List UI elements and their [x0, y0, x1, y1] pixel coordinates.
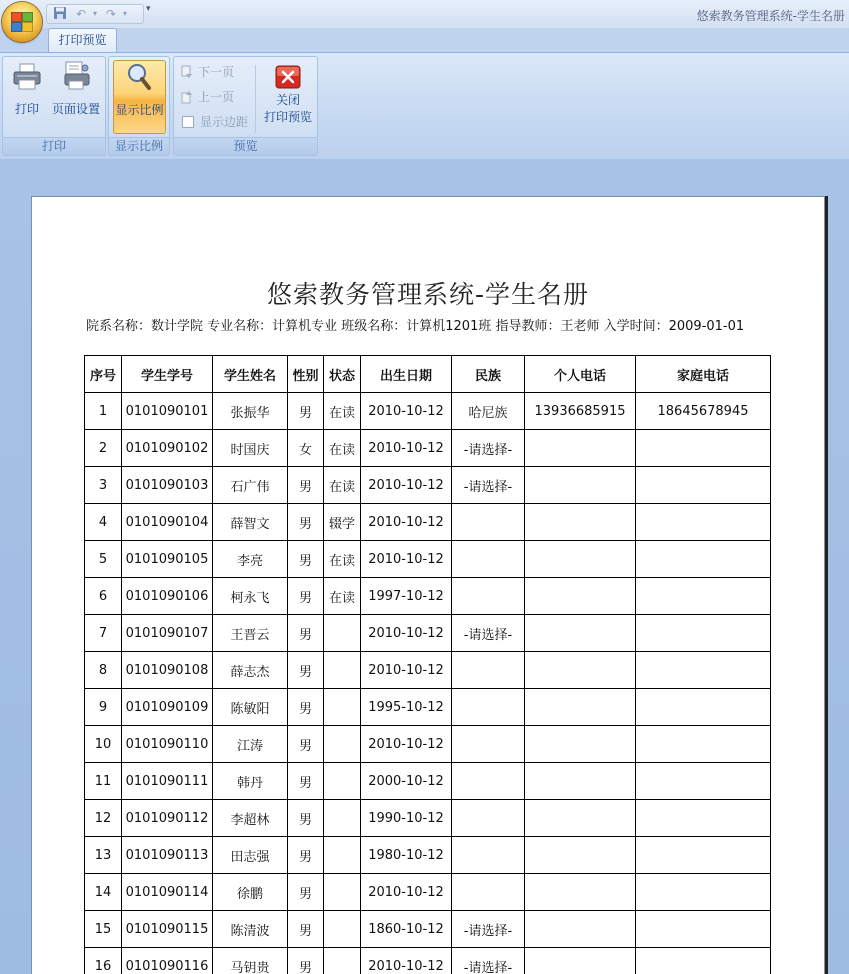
table-cell: 2010-10-12 [361, 393, 452, 430]
table-cell: 9 [85, 689, 122, 726]
column-header: 民族 [452, 356, 525, 393]
table-cell [324, 800, 361, 837]
table-cell: 男 [288, 615, 324, 652]
table-cell: -请选择- [452, 911, 525, 948]
table-cell: 李超林 [213, 800, 288, 837]
table-cell: 男 [288, 874, 324, 911]
table-cell [525, 504, 636, 541]
table-cell [636, 948, 771, 974]
table-row [85, 800, 771, 837]
group-separator [255, 65, 256, 133]
table-cell: 2010-10-12 [361, 948, 452, 974]
group-print-label: 打印 [3, 137, 105, 155]
title-bar [0, 0, 849, 28]
table-cell [452, 652, 525, 689]
table-cell: 0101090104 [122, 504, 213, 541]
table-cell [636, 652, 771, 689]
table-cell: 0101090116 [122, 948, 213, 974]
table-cell: 0101090103 [122, 467, 213, 504]
table-cell [636, 874, 771, 911]
table-cell [324, 874, 361, 911]
table-cell: 0101090109 [122, 689, 213, 726]
student-table [84, 355, 771, 974]
table-row [85, 911, 771, 948]
table-cell: 2 [85, 430, 122, 467]
next-page-button[interactable] [180, 62, 234, 82]
table-cell: 0101090105 [122, 541, 213, 578]
table-cell: 男 [288, 948, 324, 974]
table-cell: 徐鹏 [213, 874, 288, 911]
undo-dropdown-icon[interactable]: ▾ [92, 9, 97, 18]
group-preview [173, 56, 318, 156]
table-cell: 马钥贵 [213, 948, 288, 974]
quick-access-toolbar [46, 4, 144, 24]
table-cell [525, 689, 636, 726]
column-header: 序号 [85, 356, 122, 393]
table-cell: 1997-10-12 [361, 578, 452, 615]
table-cell: 在读 [324, 467, 361, 504]
table-cell: 13 [85, 837, 122, 874]
table-cell [636, 689, 771, 726]
print-button[interactable] [7, 60, 47, 134]
table-cell: 0101090115 [122, 911, 213, 948]
preview-area[interactable] [0, 159, 849, 974]
table-cell [324, 689, 361, 726]
table-cell [452, 504, 525, 541]
table-cell: 18645678945 [636, 393, 771, 430]
column-header: 个人电话 [525, 356, 636, 393]
customize-toolbar-icon[interactable]: ▾ [146, 4, 151, 14]
table-cell: 陈敏阳 [213, 689, 288, 726]
table-cell: 男 [288, 541, 324, 578]
page-setup-icon [60, 60, 92, 92]
table-cell: 0101090101 [122, 393, 213, 430]
zoom-label: 显示比例 [115, 103, 164, 117]
table-cell [525, 541, 636, 578]
table-cell: 2010-10-12 [361, 467, 452, 504]
table-cell: 辍学 [324, 504, 361, 541]
table-cell [636, 541, 771, 578]
table-cell: 6 [85, 578, 122, 615]
table-cell [636, 430, 771, 467]
table-cell: 1980-10-12 [361, 837, 452, 874]
table-cell: 2000-10-12 [361, 763, 452, 800]
document-title: 悠索教务管理系统-学生名册 [266, 280, 590, 309]
table-cell: 0101090113 [122, 837, 213, 874]
ribbon [0, 52, 849, 160]
next-page-icon [180, 65, 194, 79]
table-cell [525, 726, 636, 763]
tab-print-preview[interactable]: 打印预览 [48, 28, 117, 52]
prev-page-button[interactable] [180, 87, 234, 107]
table-row [85, 837, 771, 874]
table-cell: 薛志杰 [213, 652, 288, 689]
table-cell: 时国庆 [213, 430, 288, 467]
table-cell [525, 837, 636, 874]
table-row [85, 726, 771, 763]
window-title: 悠索教务管理系统-学生名册 [696, 9, 845, 23]
table-row [85, 504, 771, 541]
table-cell: 2010-10-12 [361, 541, 452, 578]
table-cell: 女 [288, 430, 324, 467]
table-cell [324, 763, 361, 800]
table-cell: 2010-10-12 [361, 430, 452, 467]
table-cell: 男 [288, 689, 324, 726]
table-cell [636, 504, 771, 541]
table-cell: 0101090107 [122, 615, 213, 652]
table-cell: 男 [288, 911, 324, 948]
column-header: 性别 [288, 356, 324, 393]
table-cell: 陈清波 [213, 911, 288, 948]
table-cell: 0101090112 [122, 800, 213, 837]
table-cell [525, 800, 636, 837]
table-cell: 0101090106 [122, 578, 213, 615]
table-cell: 0101090102 [122, 430, 213, 467]
group-zoom-label: 显示比例 [109, 137, 169, 155]
close-label-line1: 关闭 [275, 93, 300, 107]
table-cell: 2010-10-12 [361, 615, 452, 652]
table-cell [452, 837, 525, 874]
table-cell: 2010-10-12 [361, 652, 452, 689]
table-cell: -请选择- [452, 467, 525, 504]
table-cell [636, 726, 771, 763]
table-cell [636, 467, 771, 504]
class-info: 院系名称：数计学院 专业名称：计算机专业 班级名称：计算机1201班 指导教师：王老师 入学时间：2009-01-01 [86, 319, 745, 334]
table-cell: 在读 [324, 541, 361, 578]
table-cell [525, 763, 636, 800]
table-cell: 男 [288, 467, 324, 504]
ribbon-tab-strip [0, 28, 849, 52]
table-cell: 江涛 [213, 726, 288, 763]
table-cell [452, 541, 525, 578]
table-cell: 8 [85, 652, 122, 689]
column-header: 学生姓名 [213, 356, 288, 393]
table-cell: 王晋云 [213, 615, 288, 652]
table-cell [525, 430, 636, 467]
column-header: 学生学号 [122, 356, 213, 393]
table-cell: 田志强 [213, 837, 288, 874]
table-cell: 0101090108 [122, 652, 213, 689]
save-icon[interactable] [52, 6, 68, 22]
page-setup-label: 页面设置 [51, 102, 100, 116]
table-cell: 14 [85, 874, 122, 911]
redo-dropdown-icon[interactable]: ▾ [122, 9, 127, 18]
zoom-button[interactable] [113, 60, 166, 134]
table-cell [525, 467, 636, 504]
table-row [85, 578, 771, 615]
table-cell: 4 [85, 504, 122, 541]
table-cell: 韩丹 [213, 763, 288, 800]
table-cell: 16 [85, 948, 122, 974]
table-cell [324, 726, 361, 763]
table-cell: 男 [288, 837, 324, 874]
table-cell: 张振华 [213, 393, 288, 430]
table-cell [525, 948, 636, 974]
table-cell [324, 948, 361, 974]
printer-icon [11, 60, 43, 92]
show-margins-label: 显示边距 [200, 115, 249, 129]
preview-page [31, 196, 825, 974]
prev-page-label: 上一页 [198, 90, 235, 104]
table-cell [525, 652, 636, 689]
table-cell [525, 874, 636, 911]
table-cell: 石广伟 [213, 467, 288, 504]
table-cell [525, 615, 636, 652]
table-cell [452, 763, 525, 800]
table-cell: 1990-10-12 [361, 800, 452, 837]
table-cell [636, 578, 771, 615]
table-row [85, 430, 771, 467]
column-header: 状态 [324, 356, 361, 393]
table-cell: 男 [288, 652, 324, 689]
table-cell: 1 [85, 393, 122, 430]
table-cell: 男 [288, 763, 324, 800]
table-cell: 12 [85, 800, 122, 837]
table-row [85, 467, 771, 504]
table-row [85, 615, 771, 652]
table-row [85, 541, 771, 578]
table-cell [452, 800, 525, 837]
close-preview-button[interactable] [260, 60, 316, 134]
table-cell [324, 615, 361, 652]
table-cell: 在读 [324, 393, 361, 430]
table-cell: 2010-10-12 [361, 504, 452, 541]
table-header-row [85, 356, 771, 393]
table-cell: 男 [288, 726, 324, 763]
table-row [85, 763, 771, 800]
table-cell [636, 615, 771, 652]
table-cell [452, 874, 525, 911]
table-cell: 0101090114 [122, 874, 213, 911]
table-row [85, 689, 771, 726]
table-cell: 5 [85, 541, 122, 578]
table-cell [324, 652, 361, 689]
checkbox-box[interactable] [182, 116, 194, 128]
redo-icon[interactable]: ↷ [105, 7, 117, 21]
table-cell [636, 763, 771, 800]
table-cell: 2010-10-12 [361, 726, 452, 763]
table-cell: 男 [288, 393, 324, 430]
table-cell: 3 [85, 467, 122, 504]
close-icon [272, 60, 304, 88]
table-cell: 11 [85, 763, 122, 800]
table-cell [324, 837, 361, 874]
table-row [85, 948, 771, 974]
table-cell: 薛智文 [213, 504, 288, 541]
table-cell [324, 911, 361, 948]
office-button[interactable] [2, 2, 42, 42]
magnifier-icon [124, 61, 156, 93]
table-cell: 男 [288, 800, 324, 837]
show-margins-checkbox[interactable] [180, 112, 248, 132]
table-cell: 2010-10-12 [361, 874, 452, 911]
table-cell: 男 [288, 504, 324, 541]
close-label-line2: 打印预览 [263, 110, 312, 124]
office-logo-icon [11, 12, 33, 32]
table-cell: 10 [85, 726, 122, 763]
group-preview-label: 预览 [174, 137, 317, 155]
undo-icon[interactable]: ↶ [75, 7, 87, 21]
table-cell [636, 800, 771, 837]
table-cell [636, 837, 771, 874]
table-cell: 1995-10-12 [361, 689, 452, 726]
print-label: 打印 [14, 102, 39, 116]
table-row [85, 652, 771, 689]
table-cell: -请选择- [452, 430, 525, 467]
next-page-label: 下一页 [198, 65, 235, 79]
table-row [85, 874, 771, 911]
table-cell [525, 911, 636, 948]
group-zoom [108, 56, 170, 156]
table-cell: 7 [85, 615, 122, 652]
table-cell: 柯永飞 [213, 578, 288, 615]
table-cell: 李亮 [213, 541, 288, 578]
table-cell: 0101090110 [122, 726, 213, 763]
column-header: 出生日期 [361, 356, 452, 393]
table-cell [452, 726, 525, 763]
table-cell: 1860-10-12 [361, 911, 452, 948]
table-cell: 15 [85, 911, 122, 948]
table-cell [452, 578, 525, 615]
table-cell: 在读 [324, 430, 361, 467]
table-row [85, 393, 771, 430]
table-cell: 在读 [324, 578, 361, 615]
column-header: 家庭电话 [636, 356, 771, 393]
group-print [2, 56, 106, 156]
table-cell: 13936685915 [525, 393, 636, 430]
table-cell: 男 [288, 578, 324, 615]
page-setup-button[interactable] [49, 60, 103, 134]
table-cell [636, 911, 771, 948]
table-cell: 哈尼族 [452, 393, 525, 430]
table-cell: 0101090111 [122, 763, 213, 800]
prev-page-icon [180, 90, 194, 104]
table-cell: -请选择- [452, 615, 525, 652]
table-cell: -请选择- [452, 948, 525, 974]
table-cell [452, 689, 525, 726]
table-cell [525, 578, 636, 615]
